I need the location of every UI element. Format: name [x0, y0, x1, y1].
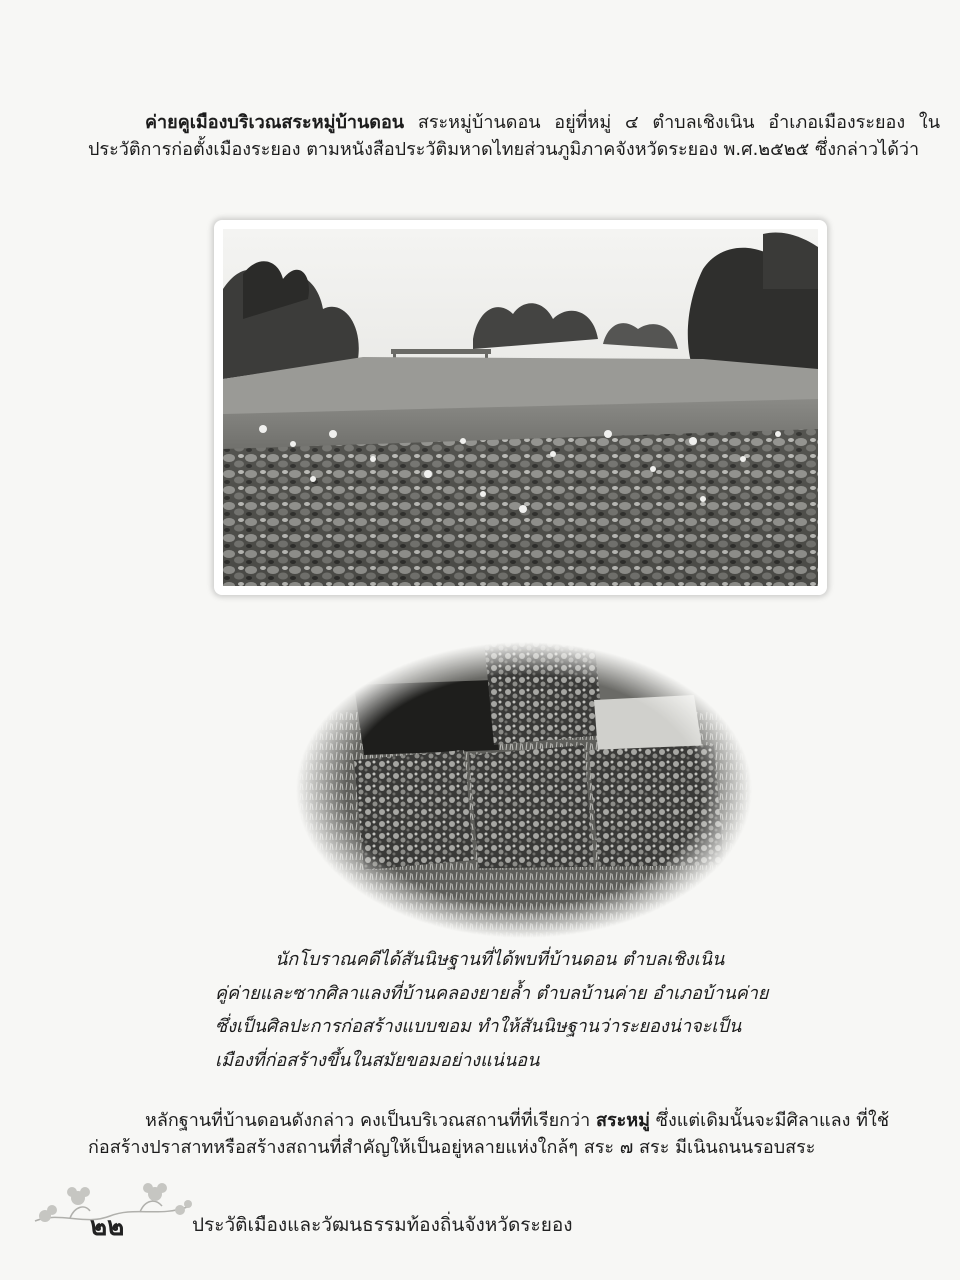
evidence-paragraph	[88, 1107, 940, 1161]
pond-photo	[214, 220, 827, 595]
photo-caption	[215, 943, 915, 1077]
page-number: ๒๒	[90, 1212, 125, 1242]
caption-line-4: เมืองที่ก่อสร้างขึ้นในสมัยขอมอย่างแน่นอน	[215, 1049, 540, 1071]
intro-text: สระหมู่บ้านดอน อยู่ที่หมู่ ๔ ตำบลเชิงเนิน อำเภอเมืองระยอง ในประวัติการก่อตั้งเมืองระยอง ตามหนังสือประวัติมหาดไทยส่วนภูมิภาคจังหวัดระยอง พ.ศ.๒๕๒๕ ซึ่งกล่าวได้ว่า	[88, 112, 940, 160]
evidence-text-after: ซึ่งแต่เดิมนั้นจะมีศิลาแลง ที่ใช้ก่อสร้างปราสาทหรือสร้างสถานที่สำคัญให้เป็นอยู่หลายแห่งใกล้ๆ สระ ๗ สระ มีเนินถนนรอบสระ	[88, 1110, 890, 1158]
pond-photo-image	[223, 229, 818, 586]
caption-line-2: คู่ค่ายและซากศิลาแลงที่บ้านคลองยายล้ำ ตำบลบ้านค่าย อำเภอบ้านค่าย	[215, 982, 769, 1004]
laterite-ruins-image	[294, 640, 754, 940]
intro-paragraph	[88, 109, 940, 163]
book-title: ประวัติเมืองและวัฒนธรรมท้องถิ่นจังหวัดระยอง	[192, 1214, 573, 1236]
evidence-bold-term: สระหมู่	[595, 1110, 651, 1131]
evidence-text-before: หลักฐานที่บ้านดอนดังกล่าว คงเป็นบริเวณสถานที่ที่เรียกว่า	[145, 1110, 596, 1131]
caption-line-1: นักโบราณคดีได้สันนิษฐานที่ได้พบที่บ้านดอน ตำบลเชิงเนิน	[275, 949, 725, 970]
laterite-ruins-photo	[294, 640, 754, 940]
page-footer	[30, 1176, 730, 1246]
intro-bold-lead: ค่ายคูเมืองบริเวณสระหมู่บ้านดอน	[145, 112, 405, 133]
caption-line-3: ซึ่งเป็นศิลปะการก่อสร้างแบบขอม ทำให้สันนิษฐานว่าระยองน่าจะเป็น	[215, 1016, 742, 1037]
